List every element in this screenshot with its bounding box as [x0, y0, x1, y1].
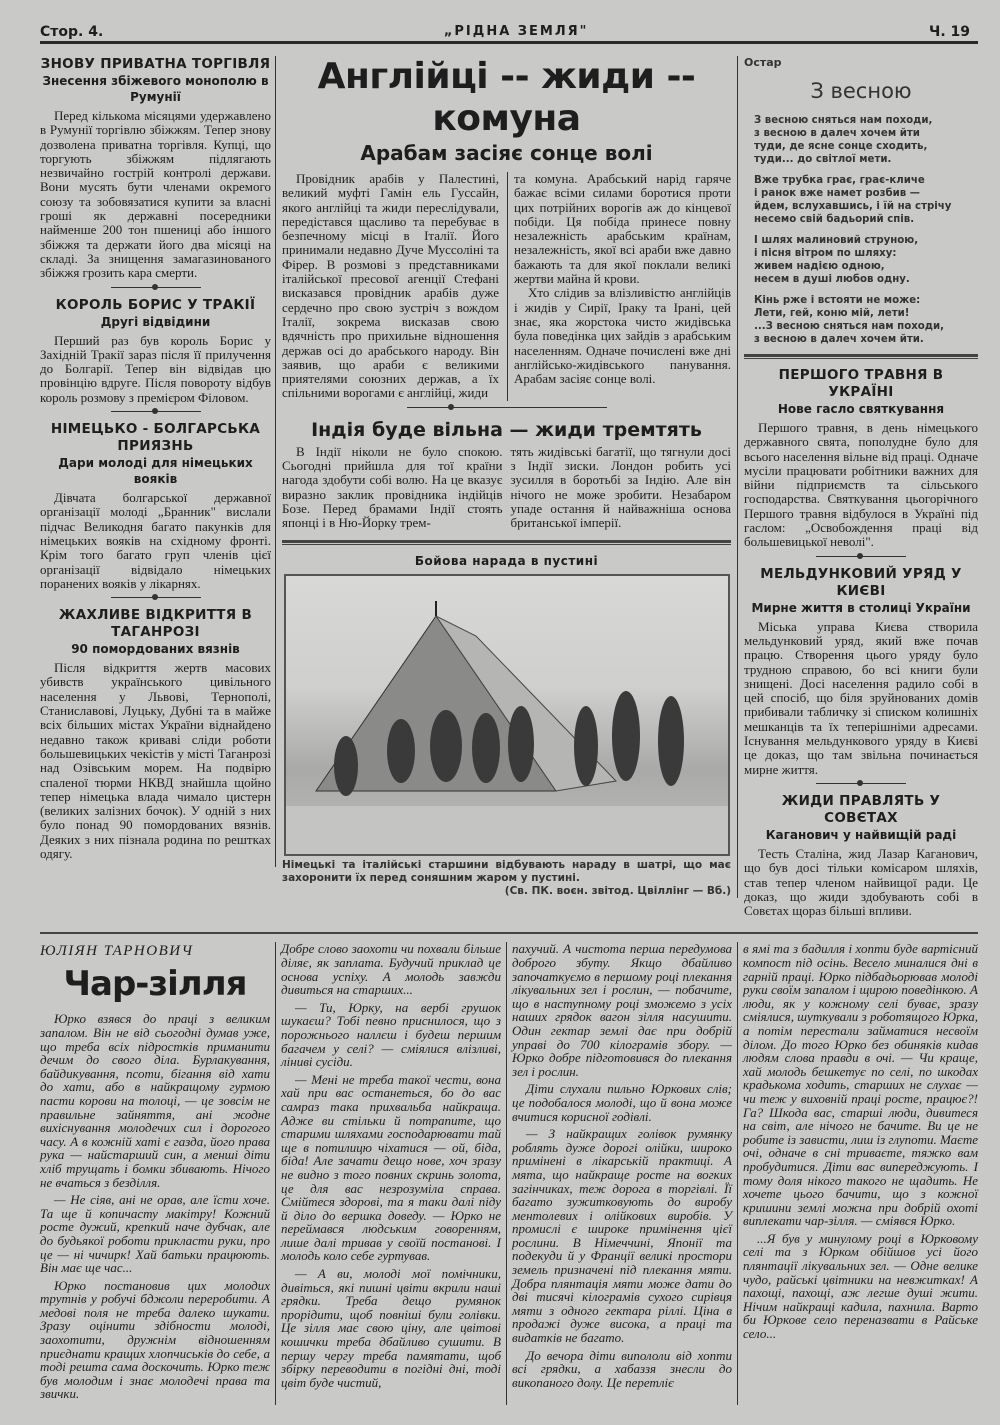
article-column — [282, 172, 499, 401]
news-article — [40, 597, 271, 861]
story-paragraph: Діти слухали пильно Юркових слів; це подобалося молоді, що й вона може вчитися корисної годівлі. — [512, 1081, 732, 1124]
article-paragraph: та комуна. Арабський нарід гаряче бажає всіми силами боротися проти цих потрійних ворогів аж до кінцевої побіди. Ця побіда принесе повну незалежність арабським країнам, незалежність, якої всі араби вже давно бажають та для якої поклали великі жертви майна й крови. — [514, 171, 731, 287]
story-column-3 — [507, 942, 738, 1405]
left-column — [40, 56, 276, 867]
story-author: ЮЛІЯН ТАРНОВИЧ — [40, 943, 194, 960]
article-body: Перший раз був король Борис у Західній Тракії зараз після її прилучення до Болгарії. Тепер він відвідав цю провінцію вдруге. Після повороту відбув король розмову з премієром Філовом. — [40, 332, 271, 405]
poem-line: ...З весною сняться нам походи, — [754, 321, 945, 332]
page-number: Стор. 4. — [40, 23, 104, 40]
news-article — [744, 556, 978, 777]
photo-title: Бойова нарада в пустині — [414, 553, 599, 568]
photo-credit: (Св. ПК. воєн. звітод. Цвіллінг — Вб.) — [504, 884, 731, 897]
issue-number: Ч. 19 — [929, 23, 970, 40]
poem-line: з весною в далеч хочем йти — [754, 128, 920, 139]
photo-desert-meeting — [284, 574, 730, 856]
story-column-2 — [276, 942, 507, 1405]
right-column — [738, 56, 978, 924]
poem-line: З весною сняться нам походи, — [754, 115, 933, 126]
article-headline: НІМЕЦЬКО - БОЛГАРСЬКА ПРИЯЗНЬ — [50, 421, 261, 455]
story-paragraph: — Мені не треба такої чести, вона хай при вас останеться, бо до вас самраз така прихвальба найкраща. Адже ви стільки й потрапите, що старими шляхами господарювати тай ще в потилицю чіхатися — ой, біда, біда! Але зачати дещо нове, хоч зразу не видно з того повних скринь золота, це для вас незрозуміла справа. Смійтеся здорові, та я таки далі піду й діло до вершка доведу. — Юрко не переймався людським говоренням, лише далі тривав у своїй постанові. І молодь коло себе гуртував. — [281, 1071, 501, 1264]
top-section — [40, 56, 978, 924]
story-column-1 — [40, 942, 276, 1405]
page-header — [40, 22, 978, 44]
right-articles — [744, 367, 978, 918]
divider-ornament — [111, 597, 201, 604]
poem-author: Остар — [744, 56, 782, 69]
poem-line: Вже трубка грає, грає-кличе — [754, 175, 925, 186]
article-paragraph: В Індії ніколи не було спокою. Сьогодні прийшла для тої країни нагода здобути собі волю. На це вказує виразно заклик провідника індійців Бозе. Перед брамами Індії стоять японці і в Ню-Йорку трем- — [282, 443, 503, 531]
india-article-body — [282, 445, 731, 531]
divider-ornament — [407, 407, 607, 414]
center-column — [276, 56, 738, 898]
article-body: Міська управа Києва створила мельдунковий уряд, який вже почав працю. Створення цього уряду було трудною справою, бо всі книги були знищені. Досі населення радило собі в цей спосіб, що біля зруйнованих домів прибивали табличку зі списком колишніх мешканців та їх теперішніми адресами. Існування мельдункового уряду в Києві це доказ, що там звільна починається мирне життя. — [744, 618, 978, 777]
poem-line: туди... до світлої мети. — [754, 154, 892, 165]
article-subheadline: Каганович у найвищій раді — [765, 827, 957, 842]
story-paragraph: — Не сіяв, ані не орав, але їсти хоче. Та ще й копичасту макітру! Кожний росте дужий, крепкий наче дубчак, але до будьякої роботи приклaсти руки, про це — ні чичирк! Хай батьки працюють. Він має ще час... — [40, 1192, 270, 1276]
article-headline: МЕЛЬДУНКОВИЙ УРЯД У КИЄВІ — [760, 565, 962, 599]
divider-ornament — [111, 287, 201, 294]
news-article — [40, 411, 271, 591]
article-subheadline: Дари молоді для німецьких вояків — [58, 456, 253, 487]
poem-stanza — [754, 234, 978, 286]
story-section — [40, 932, 978, 1405]
main-article-body — [282, 172, 731, 401]
story-paragraph: — А ви, молоді мої помічники, дивіться, які пишні цвіти вкрили наші грядки. Треба дещо румянок прорідити, щоб повніші були голівки. Це зілля має свою ціну, але цвітові кошички треба дбайливо сушити. В першу чергу треба памятати, щоб збірку переводити в погідні дні, тоді цвіт буде чистий, — [281, 1266, 501, 1390]
news-article — [40, 287, 271, 405]
article-subheadline: Нове гасло святкування — [777, 402, 945, 416]
article-headline: ЗНОВУ ПРИВАТНА ТОРГІВЛЯ — [40, 56, 271, 72]
article-subheadline: Мирне життя в столиці України — [751, 600, 971, 615]
article-paragraph: Хто слідив за влізливістю англійців і жидів у Сирії, Іраку та Ірані, цей знає, яка жорстока чисто жидівська була поведінка цих зайдів з арабським населенням. Одначе почислені вже дні англійсько-жидівського панування. Арабам засіяє сонце волі. — [514, 285, 731, 387]
poem-line: йдем, вслухавшись, і їй на стрічу — [754, 201, 952, 212]
poem-stanza — [754, 114, 978, 166]
poem-line: живем надією одною, — [754, 261, 885, 272]
story-paragraph: ...Я був у минулому році в Юрковому селі та з Юрком обійшов усі його плянтації лікувальних зел. — Одне велике чудо, райські цвітники на невжитках! А пахощі, пахощі, аж легше душі жити. Нічим найкращі кадила, пахнила. Варто би Юркове село переназвати в Райське село... — [743, 1230, 978, 1342]
news-article — [744, 783, 978, 918]
story-paragraph: До вечора діти випололи від хопти всі грядки, а хабаззя знесли до викопаного долу. Це перетліє — [512, 1347, 732, 1390]
article-headline: ПЕРШОГО ТРАВНЯ В УКРАЇНІ — [778, 367, 944, 400]
article-headline: КОРОЛЬ БОРИС У ТРАКІЇ — [55, 296, 256, 313]
poem-line: І шлях малиновий струною, — [754, 235, 919, 246]
article-subheadline: 90 помордованих вязнів — [71, 642, 240, 657]
main-subheadline: Арабам засіяє сонце волі — [360, 141, 653, 165]
poem-line: і ранок вже намет розбив — — [754, 188, 920, 199]
story-paragraph: пахучий. А чистота перша передумова доброго збуту. Якщо дбайливо започаткуємо в першому році плекання лікувальних зел і рослин, — побачите, що в наступному році зможемо з усіх наших грядок вагон зілля насушити. Один гектар землі дає при добрій управі до 700 кілограмів збору. — Юрко добре підготовився до плекання зел і рослин. — [512, 941, 732, 1079]
story-paragraph: Юрко взявся до праці з великим запалом. Він не від сьогодні думав уже, що треба всіх підростків приманити дечим до свого діла. Бурлакування, байдикування, псоти, бігання від хати до хати, або в найкращому гурмою пасти корови на толоці, — це зовсім не правильне зайняття, ані жодне вихіснування молодечих сил і дорогого часу. А в кожній хаті є газда, його права рука — найстарший син, а менші діти хліб трущать і бомки збивають. Нічого не вчаться з безділля. — [40, 1011, 270, 1190]
article-body: Перед кількома місяцями удержавлено в Румунії торгівлю збіжжям. Тепер знову дозволена приватна торгівля. Купці, що торгують збіжжям підлягають незвичайно гострій контролі держави. Вони мусять бути членами окремого союзу та зобовязатися купити за власні гроші як державні посередники найменше 200 тон пшениці або іншого збіжжя та держати його два місяці на складі. За знищення замагазинованого збіжжя грозить кара смерти. — [40, 108, 271, 281]
poem-line: туди, де ясне сонце сходить, — [754, 141, 928, 152]
article-subheadline: Другі відвідини — [100, 314, 211, 329]
article-headline: ЖИДИ ПРАВЛЯТЬ У СОВЄТАХ — [781, 792, 941, 826]
newspaper-title: „РІДНА ЗЕМЛЯ" — [443, 24, 589, 39]
poem-line: з весною в далеч хочем йти. — [754, 334, 924, 345]
poem-line: Кінь рже і встояти не може: — [754, 295, 921, 306]
story-paragraph: — Ти, Юрку, на вербі грушок шукаєш? Тобі певно приснилося, що з порожнього наллєш і будеш першим багачем у селі? — сміялися влізливі, ліниві сусіди. — [281, 999, 501, 1070]
article-body: Тесть Сталіна, жид Лазар Каганович, що був досі тільки комісаром шляхів, став тепер членом найвищої ради. Це доказ, що жиди здобувають собі в Совєтах щораз більші впливи. — [744, 845, 978, 919]
story-paragraph: — З найкращих голівок румянку роблять дуже дорогі олійки, широко примінені в лікарській практиці. А мята, що найкраще росте на вогких загінчиках, теж дорога в торгівлі. Її багато зужитковують до виробу ментолевих і олійкових виробів. У промислі є широке примінення цієї рослини. В Німеччині, Японії та подекуди й у Франції великі простори земель призначені під плекання мяти. Добра плянтація мяти може дати до дві тисячі кілограмів сухого сирівця мяти з одного гектара ріллі. Ціна в продажі дуже висока, а праці та видатків не багато. — [512, 1126, 732, 1346]
divider-ornament — [816, 556, 906, 563]
poem-stanza — [754, 294, 978, 346]
story-paragraph: в ямі та з бадилля і хопти буде вартісний компост під осінь. Весело миналися дні в гарній праці. Юрко підбадьорював молоді руки своїм запалом і щирою поведінкою. А люди, як у кожному селі буває, зразу сміялися, шуткували з роботящого Юрка, а потім перестали займатися несвоїм ділом. До того Юрко без обиняків кидав людям слова правди в очі. — Чи краще, хай молодь бешкетує по селі, по шкодах крадькома ходить, старших не слухає — чи теж у виховній праці росте, працює?! Га? Шкода вас, старші люди, дивитеся на світ, але нічого не бачите. Ви це не робите із зависти, лиш із глупоти. Маєте очі, одначе в сні триваєте, тяжко вам пробудитися. Діти вас випереджують. І тому доля нікого такого не щадить. Не хочете цього бачити, що з кожної кришини землі можна при добрій охоті виплекати чар-зілля. — сміявся Юрко. — [743, 941, 978, 1229]
divider-ornament — [111, 411, 201, 418]
article-paragraph: Провідник арабів у Палестині, великий муфті Гамін ель Гуссайн, якого англійці та жиди переслідували, передістався щасливо та перебуває в безпечному місці в Італії. Його принимали недавно Дуче Муссоліні та Фірер. В розмові з представниками італійської пресової агенції Стефані висказався провідник арабів дуже сердечно про свою зустріч з вождом Італії, зокрема висказав свою вдячність про прихильне відношення держав осі до арабського народу. Він заявив, що араби є великими приятелями союзних держав, а їх спільними ворогами є англійці, жиди — [282, 171, 499, 401]
poem-body — [744, 114, 978, 346]
poem-line: Лети, гей, коню мій, лети! — [754, 308, 910, 319]
photo-image — [286, 576, 728, 854]
article-column — [507, 172, 731, 401]
section-rule — [282, 540, 731, 545]
article-body: Після відкриття жертв масових убивств українського цивільного населення у Львові, Тернополі, Станиславові, Луцьку, Дубні та в майже всіх більших містах України віднайдено недавно також криваві сліди роботи большевицьких чекістів у місті Таганрозі над Озівським морем. На подвірю спаленої тюрми НКВД знайшла щойно тепер німецька влада чимало цистерн (великих залізних бочок). У одній з них було понад 90 помордованих вязнів. Деяких з них пізнала родина по рештках одягу. — [40, 660, 271, 861]
poem-title: З весною — [810, 79, 912, 103]
news-article — [744, 367, 978, 550]
poem-line: і пісня вітром по шляху: — [754, 248, 897, 259]
news-article — [40, 56, 271, 281]
article-body: Першого травня, в день німецького державного свята, пополудне було для всього населення вільне від праці. Одначе мусіли працювати робітники важних для війни підприємств та сільського господарства. Святкування цьогорічного Першого травня відбулося в Україні під гаслом: „Освобождення праці від большевицької неволі". — [744, 420, 978, 550]
article-body: Дівчата болгарської державної організації молоді „Бранник" вислали підчас Великодня багато пакунків для німецьких вояків на східному фронті. Крім того багато груп членів цієї організації відвідало німецьких поранених вояків у лікарнях. — [40, 490, 271, 591]
story-title: Чар-зілля — [63, 964, 247, 1005]
photo-caption: Німецькі та італійські старшини відбувають нараду в шатрі, що має захоронити їх перед соняшним жаром у пустині. — [282, 858, 731, 884]
poem-line: несемо свій бадьорий спів. — [754, 214, 915, 225]
poem-line: несем в душі любов одну. — [754, 274, 910, 285]
story-paragraph: Юрко постановив цих молодих трутнів у робучі бджоли переробити. А медові поля не треба далеко шукати. Зразу оцінити здібности молоді, заохотити, дружнім відношенням приєднати кращих хлопчиськів до себе, а тоді решта сама доскочить. Юрко теж був молодим і знає молодечі права та звички. — [40, 1277, 270, 1402]
poem-stanza — [754, 174, 978, 226]
article-paragraph: тять жидівські багатії, що тягнули досі з Індії зиски. Лондон робить усі зусилля в боротьбі за Індію. Але він нічого не може зробити. Незабаром упаде остання й найважніша основа британської імперії. — [510, 443, 731, 531]
article-subheadline: Знесення збіжевого монополю в Румунії — [42, 74, 269, 104]
main-headline: Англійці -- жиди -- комуна — [317, 56, 696, 139]
divider-ornament — [816, 783, 906, 790]
india-headline: Індія буде вільна — жиди тремтять — [311, 418, 702, 441]
story-paragraph: Добре слово заохоти чи похвали більше діляє, як заплата. Будучий приклад це основа успіху. А молодь завжди дивиться на старших... — [281, 941, 501, 998]
article-headline: ЖАХЛИВЕ ВІДКРИТТЯ В ТАГАНРОЗІ — [58, 607, 253, 641]
story-column-4 — [738, 942, 978, 1405]
section-rule — [744, 354, 978, 359]
